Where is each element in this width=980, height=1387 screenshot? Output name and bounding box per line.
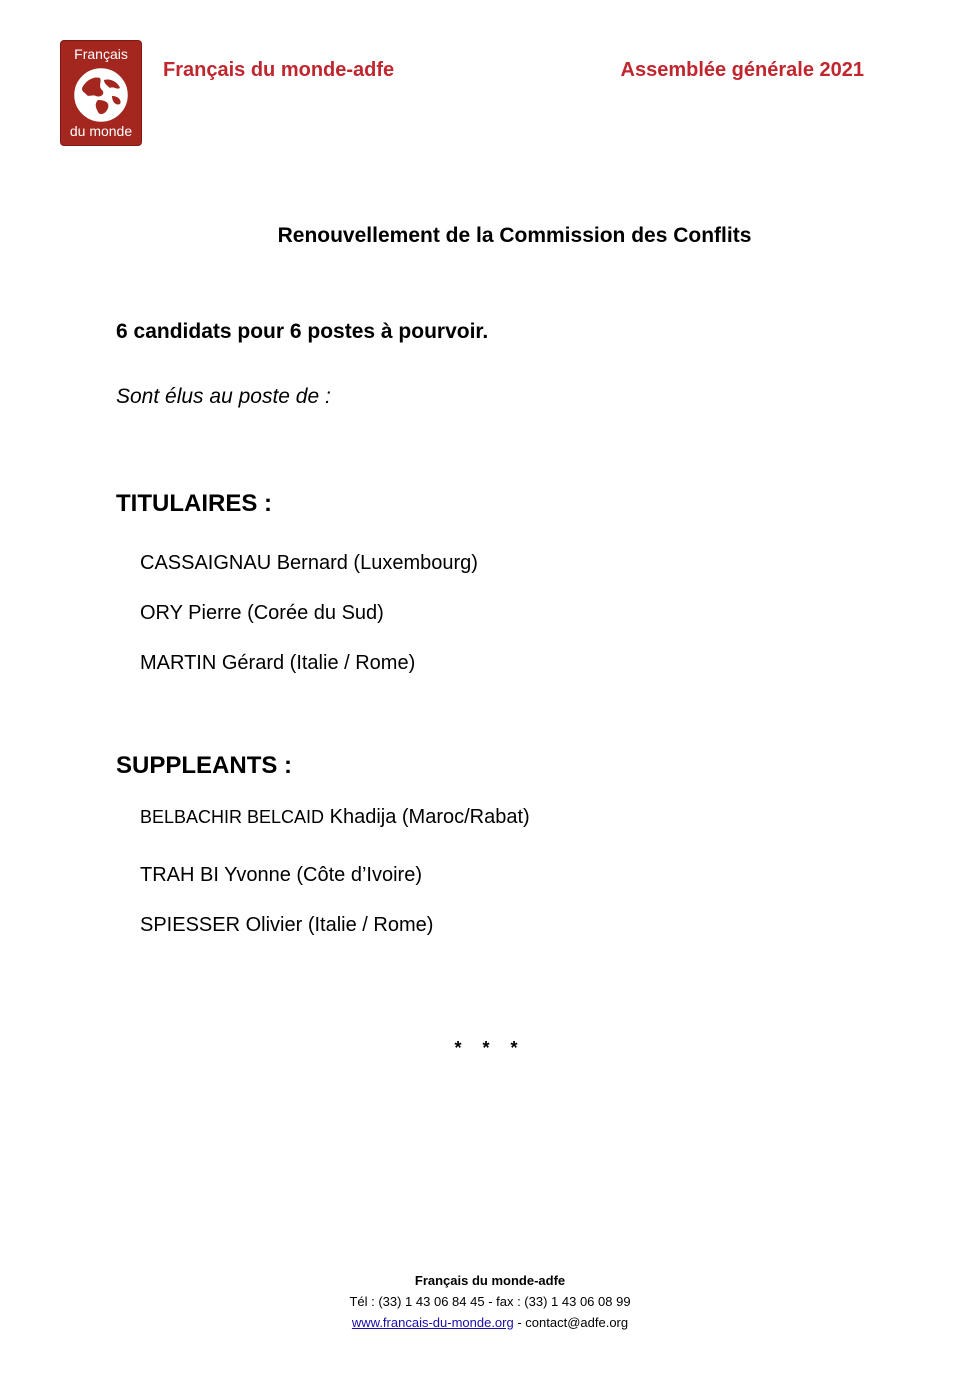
titulaire-member: CASSAIGNAU Bernard (Luxembourg) [140, 552, 478, 574]
organization-logo [61, 41, 141, 145]
footer-contact-numbers: Tél : (33) 1 43 06 84 45 - fax : (33) 1 43 06 08 99 [349, 1294, 631, 1309]
globe-icon [72, 66, 130, 124]
elected-label: Sont élus au poste de : [116, 385, 331, 408]
titulaire-member: MARTIN Gérard (Italie / Rome) [140, 652, 416, 674]
titulaires-heading: TITULAIRES : [116, 490, 272, 517]
header-event-title: Assemblée générale 2021 [620, 59, 864, 81]
suppleants-heading: SUPPLEANTS : [116, 752, 293, 779]
suppleant-member [140, 806, 530, 829]
suppleant-member-details: Khadija (Maroc/Rabat) [329, 806, 530, 828]
section-separator: * * * [454, 1038, 526, 1058]
footer-links [0, 1312, 980, 1333]
logo-text-bottom: du monde [69, 123, 133, 139]
suppleant-member: TRAH BI Yvonne (Côte d’Ivoire) [140, 864, 422, 886]
document-title: Renouvellement de la Commission des Conflits [277, 224, 752, 247]
suppleant-member: SPIESSER Olivier (Italie / Rome) [140, 914, 434, 936]
page-footer [0, 1270, 980, 1333]
header-organization-name: Français du monde-adfe [163, 59, 395, 81]
footer-organization: Français du monde-adfe [414, 1273, 566, 1288]
website-link[interactable]: www.francais-du-monde.org [351, 1315, 514, 1330]
footer-email: contact@adfe.org [525, 1315, 629, 1330]
titulaire-member: ORY Pierre (Corée du Sud) [140, 602, 384, 624]
footer-dash: - [513, 1315, 526, 1330]
logo-text-top: Français [74, 46, 128, 62]
candidates-summary: 6 candidats pour 6 postes à pourvoir. [116, 320, 489, 343]
suppleant-member-surname: BELBACHIR BELCAID [140, 807, 325, 827]
